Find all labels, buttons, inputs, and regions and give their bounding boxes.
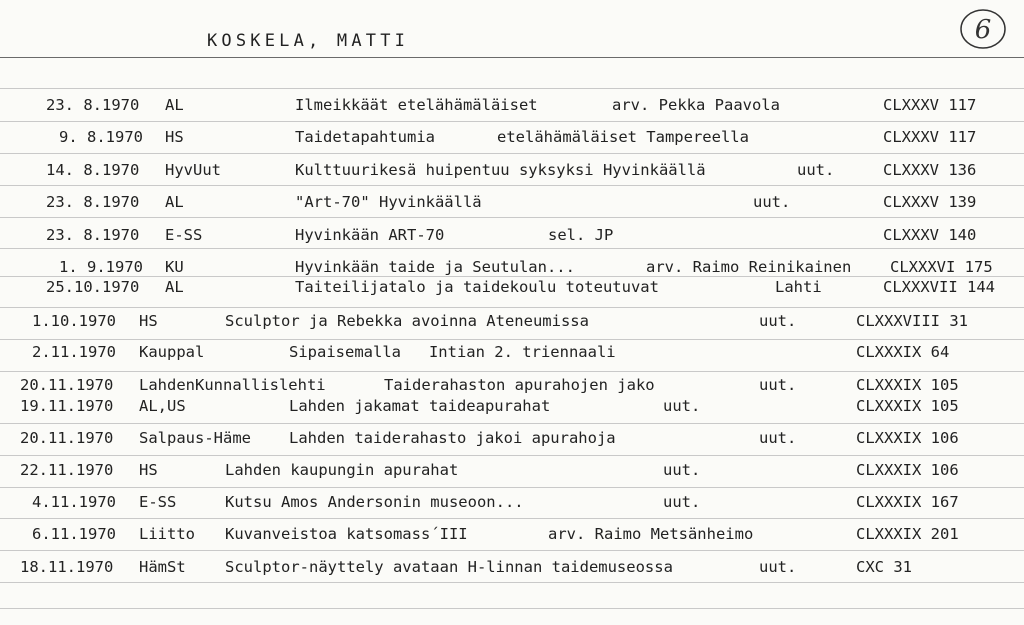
page-number-circle: [957, 6, 1009, 52]
entry-ref: CLXXXV 117: [883, 96, 977, 114]
list-item: [0, 95, 1024, 115]
list-item: [0, 557, 1024, 577]
entry-title: Taiderahaston apurahojen jako: [384, 376, 655, 394]
entry-date: 6.11.1970: [32, 525, 116, 543]
entry-source: AL: [165, 278, 184, 296]
entry-title: Kutsu Amos Andersonin museoon...: [225, 493, 524, 511]
ruled-line: [0, 518, 1024, 519]
entry-note: uut.: [753, 193, 791, 211]
list-item: [0, 311, 1024, 331]
entry-title: Kuvanveistoa katsomass´III: [225, 525, 468, 543]
entry-title: Lahden taiderahasto jakoi apurahoja: [289, 429, 616, 447]
entry-source: HS: [139, 312, 158, 330]
ruled-line: [0, 153, 1024, 154]
entry-source: AL,US: [139, 397, 186, 415]
entry-date: 20.11.1970: [20, 376, 114, 394]
entry-source: E-SS: [165, 226, 203, 244]
entry-note: uut.: [759, 376, 797, 394]
list-item: [0, 225, 1024, 245]
list-item: [0, 428, 1024, 448]
ruled-line: [0, 608, 1024, 609]
list-item: [0, 127, 1024, 147]
entry-title: Taidetapahtumia: [295, 128, 435, 146]
ruled-line: [0, 121, 1024, 122]
entry-note: arv. Raimo Metsänheimo: [548, 525, 754, 543]
list-item: [0, 492, 1024, 512]
list-item: [0, 375, 1024, 395]
entry-title: Kulttuurikesä huipentuu syksyksi Hyvinkäällä: [295, 161, 706, 179]
entry-note: Lahti: [775, 278, 822, 296]
entry-note: arv. Pekka Paavola: [612, 96, 780, 114]
entry-date: 23. 8.1970: [46, 226, 140, 244]
entry-title: Sculptor-näyttely avataan H-linnan taidemuseossa: [225, 558, 673, 576]
entry-title: "Art-70" Hyvinkäällä: [295, 193, 482, 211]
entry-title: Taiteilijatalo ja taidekoulu toteutuvat: [295, 278, 659, 296]
list-item: [0, 524, 1024, 544]
list-item: [0, 396, 1024, 416]
list-item: [0, 460, 1024, 480]
entry-date: 18.11.1970: [20, 558, 114, 576]
list-item: [0, 277, 1024, 297]
list-item: [0, 192, 1024, 212]
entry-ref: CXC 31: [856, 558, 912, 576]
entry-ref: CLXXXIX 105: [856, 376, 959, 394]
entry-ref: CLXXXVII 144: [883, 278, 995, 296]
entry-note: etelähämäläiset Tampereella: [497, 128, 749, 146]
entry-source: LahdenKunnallislehti: [139, 376, 326, 394]
entry-date: 1.10.1970: [32, 312, 116, 330]
entry-date: 19.11.1970: [20, 397, 114, 415]
entry-ref: CLXXXIX 201: [856, 525, 959, 543]
page-number: 6: [974, 15, 992, 45]
entry-ref: CLXXXIX 105: [856, 397, 959, 415]
ruled-line: [0, 487, 1024, 488]
entry-ref: CLXXXIX 64: [856, 343, 950, 361]
entry-source: HS: [165, 128, 184, 146]
entry-date: 1. 9.1970: [59, 258, 143, 276]
entry-note: uut.: [759, 558, 797, 576]
ruled-line: [0, 371, 1024, 372]
ruled-line: [0, 423, 1024, 424]
ruled-line: [0, 217, 1024, 218]
entry-source: E-SS: [139, 493, 177, 511]
header-rule: [0, 57, 1024, 58]
list-item: [0, 160, 1024, 180]
entry-source: AL: [165, 193, 184, 211]
entry-source: Kauppal: [139, 343, 205, 361]
entry-source: Liitto: [139, 525, 195, 543]
entry-note: uut.: [663, 461, 701, 479]
entry-note: uut.: [663, 493, 701, 511]
entry-note: uut.: [759, 312, 797, 330]
entry-date: 4.11.1970: [32, 493, 116, 511]
ruled-line: [0, 307, 1024, 308]
entry-source: HämSt: [139, 558, 186, 576]
entry-note: uut.: [797, 161, 835, 179]
entry-title: Ilmeikkäät etelähämäläiset: [295, 96, 538, 114]
ruled-line: [0, 88, 1024, 89]
entry-title: Hyvinkään ART-70: [295, 226, 445, 244]
list-item: [0, 342, 1024, 362]
entry-source: HS: [139, 461, 158, 479]
ruled-line: [0, 455, 1024, 456]
entry-note: arv. Raimo Reinikainen: [646, 258, 852, 276]
entry-title: Hyvinkään taide ja Seutulan...: [295, 258, 575, 276]
entry-ref: CLXXXIX 106: [856, 429, 959, 447]
entry-ref: CLXXXV 139: [883, 193, 977, 211]
entry-ref: CLXXXIX 106: [856, 461, 959, 479]
entry-ref: CLXXXVIII 31: [856, 312, 968, 330]
entry-source: Salpaus-Häme: [139, 429, 251, 447]
entry-source: KU: [165, 258, 184, 276]
ruled-line: [0, 185, 1024, 186]
entry-ref: CLXXXIX 167: [856, 493, 959, 511]
entry-title: Lahden kaupungin apurahat: [225, 461, 459, 479]
entry-date: 25.10.1970: [46, 278, 140, 296]
entry-date: 20.11.1970: [20, 429, 114, 447]
entry-date: 22.11.1970: [20, 461, 114, 479]
entry-date: 23. 8.1970: [46, 193, 140, 211]
entry-ref: CLXXXV 117: [883, 128, 977, 146]
list-item: [0, 257, 1024, 277]
entry-note: sel. JP: [548, 226, 614, 244]
ruled-line: [0, 582, 1024, 583]
entry-source: HyvUut: [165, 161, 221, 179]
card-title: KOSKELA, MATTI: [207, 31, 410, 51]
entry-title: Sipaisemalla Intian 2. triennaali: [289, 343, 616, 361]
entry-note: uut.: [663, 397, 701, 415]
entry-date: 2.11.1970: [32, 343, 116, 361]
entry-source: AL: [165, 96, 184, 114]
entry-date: 9. 8.1970: [59, 128, 143, 146]
ruled-line: [0, 248, 1024, 249]
ruled-line: [0, 339, 1024, 340]
entry-title: Sculptor ja Rebekka avoinna Ateneumissa: [225, 312, 589, 330]
entry-title: Lahden jakamat taideapurahat: [289, 397, 551, 415]
ruled-line: [0, 550, 1024, 551]
entry-date: 23. 8.1970: [46, 96, 140, 114]
entry-note: uut.: [759, 429, 797, 447]
entry-date: 14. 8.1970: [46, 161, 140, 179]
entry-ref: CLXXXVI 175: [890, 258, 993, 276]
entry-ref: CLXXXV 140: [883, 226, 977, 244]
entry-ref: CLXXXV 136: [883, 161, 977, 179]
